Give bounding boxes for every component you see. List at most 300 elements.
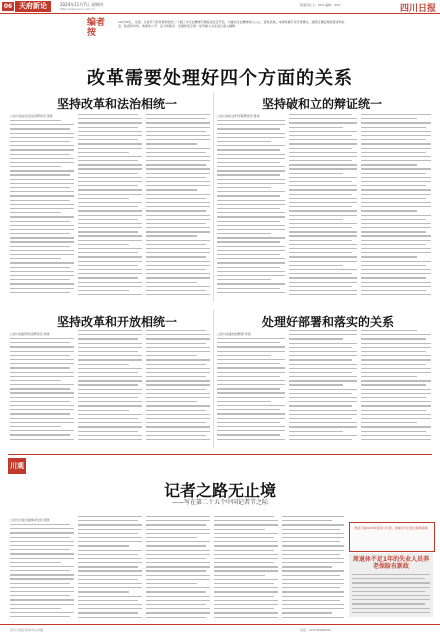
text-line <box>78 185 138 186</box>
text-line <box>146 210 206 211</box>
text-line <box>289 235 357 236</box>
text-line <box>78 405 142 406</box>
text-line <box>217 413 285 414</box>
text-line <box>78 338 138 339</box>
text-line <box>78 206 138 207</box>
text-line <box>217 191 285 192</box>
text-line <box>361 330 417 331</box>
editor-info: 版面责任人：XXX 编辑：XXX <box>300 3 341 7</box>
text-line <box>289 227 352 228</box>
text-line <box>10 574 74 575</box>
text-line <box>146 529 210 530</box>
text-line <box>10 418 74 419</box>
text-line <box>146 114 210 115</box>
text-line <box>78 198 129 199</box>
text-line <box>289 380 357 381</box>
text-line <box>214 608 274 609</box>
text-line <box>361 397 426 398</box>
text-line <box>282 587 340 588</box>
text-line <box>78 252 138 253</box>
text-line <box>10 351 74 352</box>
article-column <box>289 114 357 300</box>
text-line <box>289 347 352 348</box>
text-line <box>289 401 357 402</box>
text-line <box>289 334 357 335</box>
text-line <box>289 422 357 423</box>
text-line <box>146 177 206 178</box>
text-line <box>78 439 142 440</box>
text-line <box>10 221 70 222</box>
text-line <box>10 578 74 579</box>
text-line <box>78 244 129 245</box>
text-line <box>361 351 426 352</box>
text-line <box>289 426 357 427</box>
text-line <box>214 604 278 605</box>
text-line <box>146 265 210 266</box>
text-line <box>10 200 70 201</box>
text-line <box>217 137 285 138</box>
text-line <box>146 410 206 411</box>
text-line <box>146 127 210 128</box>
text-line <box>146 202 210 203</box>
section-byline-3: □四川省经济学会研究员 周世 <box>10 332 50 336</box>
text-line <box>361 127 426 128</box>
text-line <box>146 359 210 360</box>
text-line <box>217 372 285 373</box>
text-line <box>361 286 431 287</box>
text-line <box>10 212 61 213</box>
text-line <box>10 430 74 431</box>
text-line <box>289 252 352 253</box>
text-line <box>146 541 210 542</box>
text-line <box>10 524 70 525</box>
text-line <box>78 587 142 588</box>
text-line <box>78 372 138 373</box>
text-line <box>217 246 285 247</box>
text-line <box>289 368 357 369</box>
text-line <box>217 141 271 142</box>
text-line <box>217 292 285 293</box>
text-line <box>289 127 343 128</box>
text-line <box>217 376 280 377</box>
text-line <box>146 393 210 394</box>
text-line <box>10 162 74 163</box>
text-line <box>361 426 431 427</box>
text-line <box>146 617 206 618</box>
text-line <box>146 173 210 174</box>
text-line <box>361 343 431 344</box>
text-line <box>361 364 426 365</box>
text-line <box>217 426 285 427</box>
text-line <box>214 520 278 521</box>
text-line <box>361 148 431 149</box>
footer-printer: 四川日报社印务中心印刷 <box>10 628 44 632</box>
text-line <box>10 158 74 159</box>
text-line <box>10 204 74 205</box>
text-line <box>217 200 285 201</box>
text-line <box>289 414 357 415</box>
text-line <box>146 583 197 584</box>
text-line <box>78 282 142 283</box>
text-line <box>289 156 357 157</box>
news-box-body <box>352 574 430 616</box>
text-line <box>217 174 280 175</box>
text-line <box>217 401 271 402</box>
text-line <box>146 397 210 398</box>
text-line <box>10 595 70 596</box>
text-line <box>146 227 210 228</box>
text-line <box>289 261 357 262</box>
text-line <box>78 202 142 203</box>
text-line <box>217 183 285 184</box>
text-line <box>361 355 431 356</box>
text-line <box>217 405 285 406</box>
text-line <box>289 189 357 190</box>
text-line <box>10 612 74 613</box>
text-line <box>146 368 210 369</box>
text-line <box>78 410 129 411</box>
page-number: 06 <box>3 3 13 10</box>
text-line <box>10 229 74 230</box>
text-line <box>217 254 280 255</box>
text-line <box>361 198 426 199</box>
subscription-ad-text: 欢迎订阅2025年度四川日报，收看四川日报全媒体新闻 <box>354 526 428 530</box>
text-line <box>361 156 431 157</box>
article-column <box>282 516 344 622</box>
text-line <box>361 384 426 385</box>
text-line <box>146 168 210 169</box>
text-line <box>146 273 210 274</box>
text-line <box>289 282 357 283</box>
text-line <box>146 189 197 190</box>
text-line <box>289 143 357 144</box>
text-line <box>78 529 142 530</box>
text-line <box>146 579 210 580</box>
article-column <box>214 516 278 622</box>
text-line <box>289 343 357 344</box>
text-line <box>289 376 357 377</box>
text-line <box>146 244 206 245</box>
text-line <box>289 431 343 432</box>
text-line <box>361 168 431 169</box>
text-line <box>10 532 74 533</box>
text-line <box>78 401 142 402</box>
text-line <box>146 135 210 136</box>
text-line <box>10 179 74 180</box>
text-line <box>146 282 197 283</box>
text-line <box>78 118 142 119</box>
text-line <box>361 252 431 253</box>
text-line <box>10 616 70 617</box>
site-url[interactable]: http://www.scol.com.cn <box>60 7 95 11</box>
text-line <box>10 376 74 377</box>
text-line <box>10 537 70 538</box>
text-line <box>146 160 210 161</box>
text-line <box>78 189 142 190</box>
text-line <box>352 612 430 613</box>
text-line <box>217 338 285 339</box>
text-line <box>146 143 197 144</box>
text-line <box>214 558 278 559</box>
text-line <box>78 562 142 563</box>
text-line <box>146 431 210 432</box>
text-line <box>289 256 357 257</box>
section-title-2: 坚持破和立的辩证统一 <box>262 97 383 111</box>
text-line <box>361 248 431 249</box>
text-line <box>78 418 138 419</box>
text-line <box>10 145 74 146</box>
footer-phone: 电话：028-86968000 <box>300 628 332 632</box>
text-line <box>10 587 74 588</box>
text-line <box>10 120 61 121</box>
text-line <box>146 439 210 440</box>
text-line <box>146 231 210 232</box>
text-line <box>146 422 206 423</box>
text-line <box>10 604 74 605</box>
text-line <box>361 372 431 373</box>
text-line <box>78 579 138 580</box>
text-line <box>361 435 431 436</box>
text-line <box>146 426 210 427</box>
text-line <box>146 516 210 517</box>
text-line <box>282 537 344 538</box>
text-line <box>78 240 142 241</box>
text-line <box>146 600 210 601</box>
text-line <box>361 338 426 339</box>
text-line <box>78 173 138 174</box>
text-line <box>78 215 142 216</box>
text-line <box>78 231 138 232</box>
text-line <box>78 256 142 257</box>
text-line <box>78 431 138 432</box>
text-line <box>78 364 129 365</box>
text-line <box>217 179 285 180</box>
text-line <box>146 206 210 207</box>
text-line <box>289 114 352 115</box>
text-line <box>361 202 431 203</box>
text-line <box>214 541 278 542</box>
text-line <box>10 174 70 175</box>
text-line <box>10 250 74 251</box>
text-line <box>78 591 129 592</box>
text-line <box>361 164 417 165</box>
text-line <box>217 346 285 347</box>
text-line <box>217 271 285 272</box>
text-line <box>10 380 61 381</box>
text-line <box>217 388 280 389</box>
text-line <box>361 135 431 136</box>
text-line <box>214 562 274 563</box>
text-line <box>217 279 271 280</box>
text-line <box>289 435 357 436</box>
text-line <box>217 166 285 167</box>
text-line <box>289 330 357 331</box>
text-line <box>78 612 138 613</box>
text-line <box>361 269 431 270</box>
text-line <box>282 541 340 542</box>
text-line <box>289 248 357 249</box>
text-line <box>10 409 74 410</box>
text-line <box>289 372 352 373</box>
article-column <box>361 330 431 446</box>
section-title-1: 坚持改革和法治相统一 <box>57 97 178 111</box>
text-line <box>282 596 344 597</box>
news-box-title: 周退休不足1年的失业人员养老保险有新政 <box>352 556 430 570</box>
text-line <box>10 288 74 289</box>
text-line <box>10 183 74 184</box>
text-line <box>78 359 142 360</box>
text-line <box>217 367 285 368</box>
text-line <box>361 282 431 283</box>
text-line <box>289 122 357 123</box>
text-line <box>361 273 431 274</box>
text-line <box>10 434 70 435</box>
text-line <box>78 210 142 211</box>
text-line <box>217 439 285 440</box>
text-line <box>10 262 74 263</box>
text-line <box>289 131 357 132</box>
text-line <box>289 290 357 291</box>
text-line <box>10 275 74 276</box>
text-line <box>214 550 274 551</box>
text-line <box>146 330 206 331</box>
text-line <box>78 384 138 385</box>
text-line <box>289 223 357 224</box>
text-line <box>361 410 426 411</box>
text-line <box>146 156 210 157</box>
text-line <box>146 537 197 538</box>
text-line <box>10 528 74 529</box>
text-line <box>217 154 285 155</box>
text-line <box>352 608 430 609</box>
text-line <box>217 409 280 410</box>
text-line <box>10 566 74 567</box>
text-line <box>78 235 142 236</box>
text-line <box>214 524 278 525</box>
text-line <box>214 545 278 546</box>
text-line <box>214 566 278 567</box>
text-line <box>10 545 74 546</box>
lower-section-tag: 川观 <box>8 458 26 474</box>
text-line <box>217 124 285 125</box>
text-line <box>217 187 271 188</box>
text-line <box>78 583 142 584</box>
text-line <box>146 405 210 406</box>
text-line <box>361 152 426 153</box>
text-line <box>361 334 431 335</box>
text-line <box>146 118 206 119</box>
text-line <box>78 617 142 618</box>
text-line <box>146 596 210 597</box>
text-line <box>361 393 431 394</box>
text-line <box>146 545 206 546</box>
article-column <box>217 338 285 446</box>
text-line <box>78 219 138 220</box>
text-line <box>217 204 285 205</box>
section-title-3: 坚持改革和开放相统一 <box>57 315 178 329</box>
text-line <box>361 210 417 211</box>
text-line <box>146 343 206 344</box>
text-line <box>289 338 343 339</box>
text-line <box>78 575 142 576</box>
text-line <box>217 418 285 419</box>
text-line <box>214 579 278 580</box>
article-column <box>289 330 357 446</box>
text-line <box>78 608 142 609</box>
text-line <box>282 516 344 517</box>
text-line <box>146 570 206 571</box>
article-column <box>78 330 142 446</box>
text-line <box>146 334 210 335</box>
article-column <box>146 516 210 622</box>
text-line <box>78 414 142 415</box>
text-line <box>10 439 74 440</box>
text-line <box>10 397 74 398</box>
text-line <box>282 617 344 618</box>
text-line <box>146 240 210 241</box>
text-line <box>289 355 357 356</box>
text-line <box>361 114 431 115</box>
text-line <box>217 267 280 268</box>
text-line <box>78 397 138 398</box>
text-line <box>146 269 206 270</box>
text-line <box>214 591 278 592</box>
text-line <box>361 235 431 236</box>
text-line <box>10 187 70 188</box>
text-line <box>217 363 280 364</box>
article-column <box>146 330 210 446</box>
text-line <box>146 364 206 365</box>
text-line <box>217 162 280 163</box>
text-line <box>289 206 352 207</box>
text-line <box>146 347 210 348</box>
text-line <box>10 388 70 389</box>
text-line <box>289 389 357 390</box>
text-line <box>282 520 332 521</box>
text-line <box>10 216 74 217</box>
text-line <box>10 149 74 150</box>
text-line <box>214 575 265 576</box>
text-line <box>10 124 74 125</box>
text-line <box>282 604 344 605</box>
text-line <box>78 181 142 182</box>
text-line <box>289 384 343 385</box>
text-line <box>10 141 70 142</box>
text-line <box>361 206 431 207</box>
text-line <box>282 575 340 576</box>
text-line <box>217 275 285 276</box>
text-line <box>146 566 210 567</box>
text-line <box>217 355 271 356</box>
text-line <box>10 384 74 385</box>
text-line <box>78 114 138 115</box>
text-line <box>78 156 142 157</box>
text-line <box>289 405 352 406</box>
text-line <box>10 570 70 571</box>
text-line <box>361 422 417 423</box>
text-line <box>10 154 70 155</box>
text-line <box>146 252 210 253</box>
text-line <box>289 439 352 440</box>
text-line <box>78 376 142 377</box>
text-line <box>289 210 357 211</box>
text-line <box>289 181 352 182</box>
text-line <box>289 273 352 274</box>
text-line <box>146 277 210 278</box>
text-line <box>217 133 285 134</box>
text-line <box>217 170 285 171</box>
text-line <box>361 215 431 216</box>
